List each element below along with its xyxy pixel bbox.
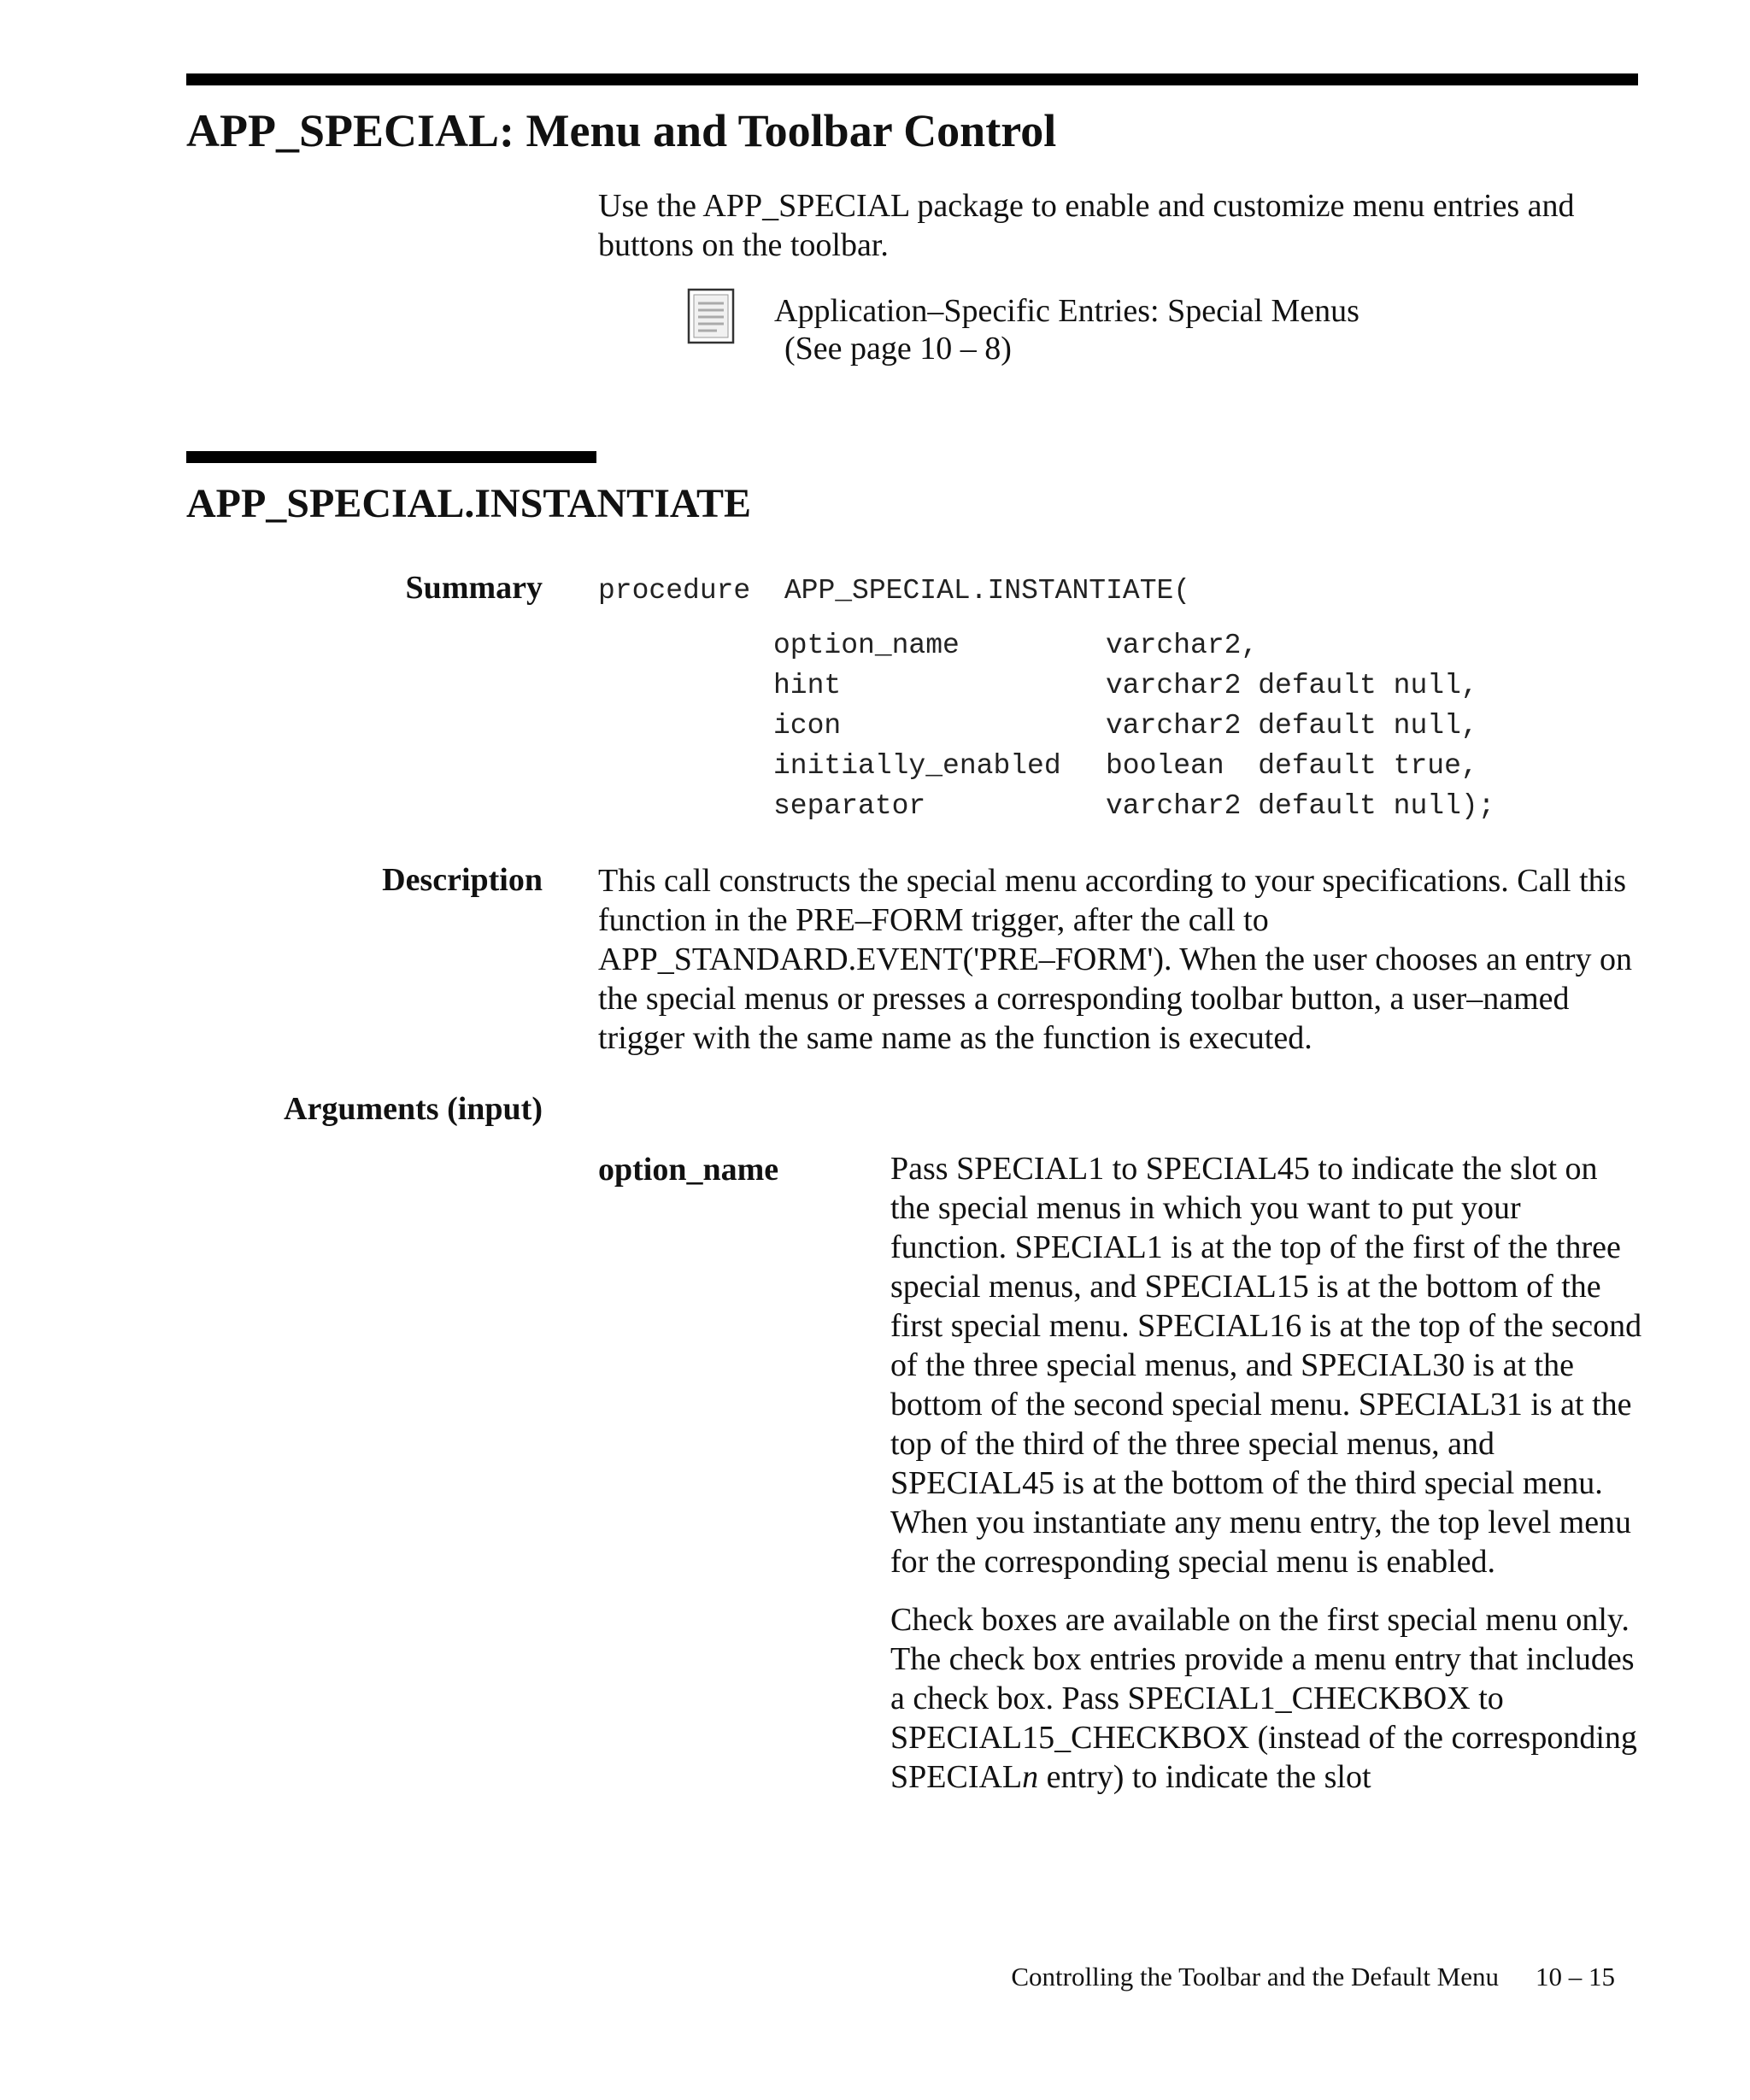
parameter-name: icon [773,710,842,742]
parameter-row [773,666,1495,706]
parameter-name: initially_enabled [773,750,1061,782]
parameter-list [773,625,1495,826]
intro-paragraph: Use the APP_SPECIAL package to enable and customize menu entries and buttons on the toolbar. [598,188,1575,263]
parameter-row [773,625,1495,666]
description-label: Description [382,862,543,898]
argument-paragraph [890,1600,1642,1797]
section-title: APP_SPECIAL: Menu and Toolbar Control [186,105,1057,156]
top-rule [186,73,1638,85]
arguments-label: Arguments (input) [284,1091,543,1127]
parameter-type: varchar2 default null, [1106,670,1478,701]
parameter-type: boolean default true, [1106,750,1478,782]
parameter-name: hint [773,670,842,701]
parameter-name: option_name [773,630,960,661]
document-icon[interactable] [687,288,737,346]
cross-reference-title: Application–Specific Entries: Special Menus [774,293,1359,329]
parameter-name: separator [773,790,926,822]
parameter-type: varchar2, [1106,630,1259,661]
argument-name: option_name [598,1152,779,1188]
section-rule [186,451,596,463]
parameter-type: varchar2 default null, [1106,710,1478,742]
summary-label: Summary [405,570,543,606]
cross-reference-link[interactable] [774,292,1359,367]
description-text: This call constructs the special menu according to your specifications. Call this function in the PRE–FORM trigger, after the call to APP_STANDARD.EVENT('PRE–FORM'). When the user chooses an entry on the special menus or presses a corresponding toolbar button, a user–named trigger with the same name as the function is executed. [598,863,1633,1056]
cross-reference-page: (See page 10 – 8) [784,331,1012,367]
parameter-type: varchar2 default null); [1106,790,1495,822]
parameter-row [773,706,1495,746]
parameter-row [773,746,1495,786]
footer-chapter-title: Controlling the Toolbar and the Default Menu [1011,1962,1499,1991]
argument-paragraph: Pass SPECIAL1 to SPECIAL45 to indicate the slot on the special menus in which you want to put your function. SPECIAL1 is at the top of the first of the three special menus, and SPECIAL15 is at the bottom of the first special menu. SPECIAL16 is at the top of the second of the three special menus, and SPECIAL30 is at the bottom of the second special menu. SPECIAL31 is at the top of the third of the three special menus, and SPECIAL45 is at the bottom of the third special menu. When you instantiate any menu entry, the top level menu for the corresponding special menu is enabled. [890,1151,1642,1580]
parameter-row [773,786,1495,826]
procedure-signature: procedure APP_SPECIAL.INSTANTIATE( [598,575,1191,607]
argument-text: entry) to indicate the slot [1038,1759,1371,1795]
subsection-title: APP_SPECIAL.INSTANTIATE [186,481,752,526]
argument-text: Check boxes are available on the first special menu only. The check box entries provide a menu entry that includes a check box. Pass SPECIAL1_CHECKBOX to SPECIAL15_CHECKBOX (instead of the corresponding SPECIAL [890,1602,1637,1795]
argument-description [890,1149,1642,1816]
argument-variable: n [1022,1759,1039,1795]
footer-page-number: 10 – 15 [1536,1962,1615,1991]
